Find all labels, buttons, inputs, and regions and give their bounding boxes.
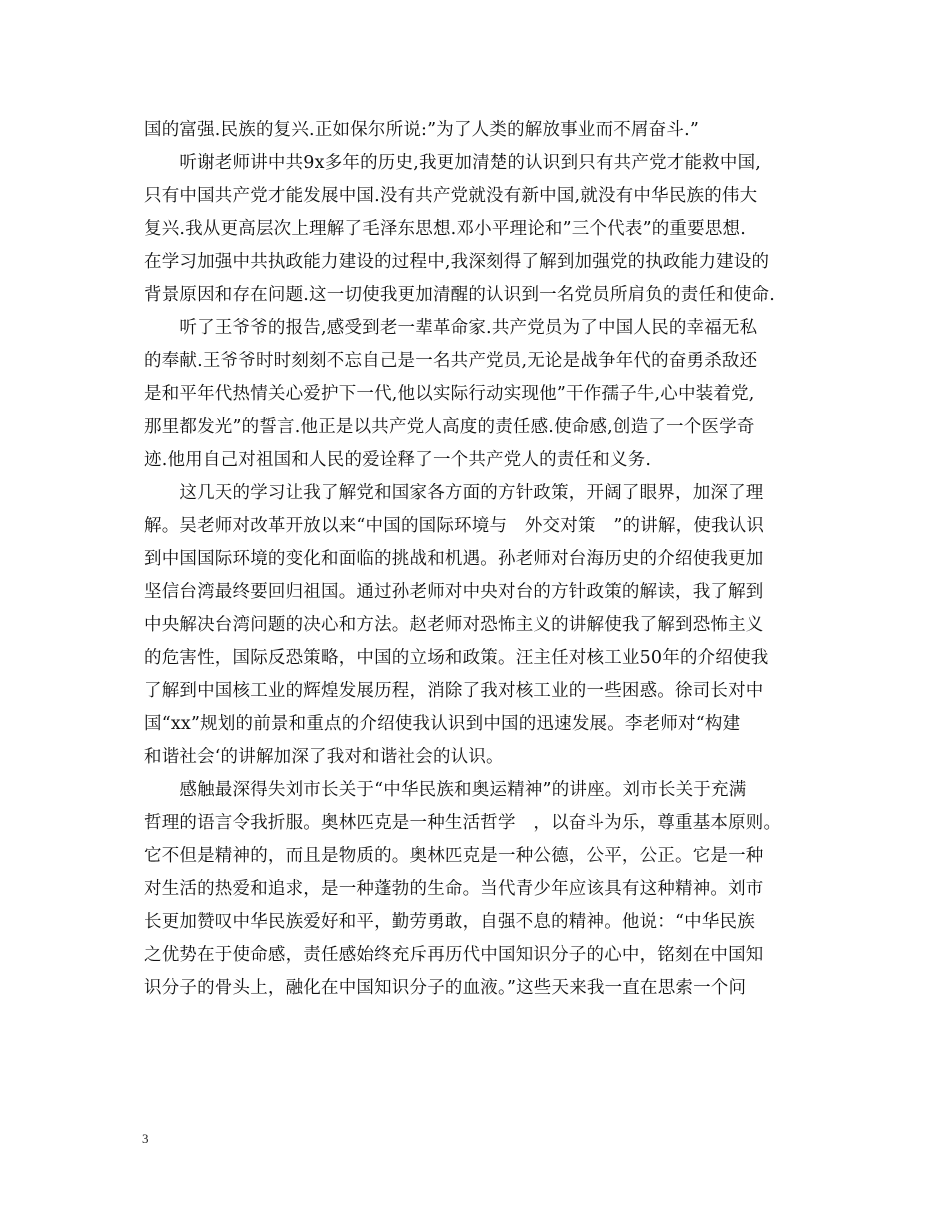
text-line: 感触最深得失刘市长关于“中华民族和奥运精神”的讲座。刘市长关于充满 <box>144 780 747 800</box>
text-line: 和谐社会‘的讲解加深了我对和谐社会的认识。 <box>144 747 504 767</box>
text-line: 听谢老师讲中共9x多年的历史,我更加清楚的认识到只有共产党才能救中国, <box>144 153 762 173</box>
page-number: 3 <box>142 1131 149 1146</box>
text-line: 听了王爷爷的报告,感受到老一辈革命家.共产党员为了中国人民的幸福无私 <box>144 318 758 338</box>
text-line: 到中国国际环境的变化和面临的挑战和机遇。孙老师对台海历史的介绍使我更加 <box>144 549 764 569</box>
text-line: 是和平年代热情关心爱护下一代,他以实际行动实现他”干作孺子牛,心中装着党, <box>144 384 755 404</box>
text-line: 复兴.我从更高层次上理解了毛泽东思想.邓小平理论和”三个代表”的重要思想. <box>144 219 746 239</box>
text-line: 的奉献.王爷爷时时刻刻不忘自己是一名共产党员,无论是战争年代的奋勇杀敌还 <box>144 351 758 371</box>
body-text <box>144 114 804 1005</box>
text-line: 只有中国共产党才能发展中国.没有共产党就没有新中国,就没有中华民族的伟大 <box>144 186 758 206</box>
text-line: 哲理的语言令我折服。奥林匹克是一种生活哲学 ，以奋斗为乐，尊重基本原则。 <box>144 813 782 833</box>
text-line: 国的富强.民族的复兴.正如保尔所说:”为了人类的解放事业而不屑奋斗.” <box>144 120 699 140</box>
text-line: 的危害性，国际反恐策略，中国的立场和政策。汪主任对核工业50年的介绍使我 <box>144 648 769 668</box>
text-line: 那里都发光”的誓言.他正是以共产党人高度的责任感.使命感,创造了一个医学奇 <box>144 417 755 437</box>
text-line: 之优势在于使命感，责任感始终充斥再历代中国知识分子的心中，铭刻在中国知 <box>144 945 764 965</box>
text-line: 对生活的热爱和追求，是一种蓬勃的生命。当代青少年应该具有这种精神。刘市 <box>144 879 764 899</box>
text-line: 迹.他用自己对祖国和人民的爱诠释了一个共产党人的责任和义务. <box>144 450 652 470</box>
text-line: 了解到中国核工业的辉煌发展历程，消除了我对核工业的一些困惑。徐司长对中 <box>144 681 764 701</box>
text-line: 中央解决台湾问题的决心和方法。赵老师对恐怖主义的讲解使我了解到恐怖主义 <box>144 615 764 635</box>
text-line: 它不但是精神的，而且是物质的。奥林匹克是一种公德，公平，公正。它是一种 <box>144 846 764 866</box>
text-line: 这几天的学习让我了解党和国家各方面的方针政策，开阔了眼界，加深了理 <box>144 483 764 503</box>
text-line: 长更加赞叹中华民族爱好和平，勤劳勇敢，自强不息的精神。他说：“中华民族 <box>144 912 755 932</box>
text-line: 国“xx”规划的前景和重点的介绍使我认识到中国的迅速发展。李老师对“构建 <box>144 714 741 734</box>
text-line: 解。吴老师对改革开放以来“中国的国际环境与 外交对策 ”的讲解，使我认识 <box>144 516 765 536</box>
text-line: 背景原因和存在问题.这一切使我更加清醒的认识到一名党员所肩负的责任和使命. <box>144 285 776 305</box>
text-line: 识分子的骨头上，融化在中国知识分子的血液。”这些天来我一直在思索一个问 <box>144 978 747 998</box>
text-line: 坚信台湾最终要回归祖国。通过孙老师对中央对台的方针政策的解读，我了解到 <box>144 582 764 602</box>
text-line: 在学习加强中共执政能力建设的过程中,我深刻得了解到加强党的执政能力建设的 <box>144 252 770 272</box>
